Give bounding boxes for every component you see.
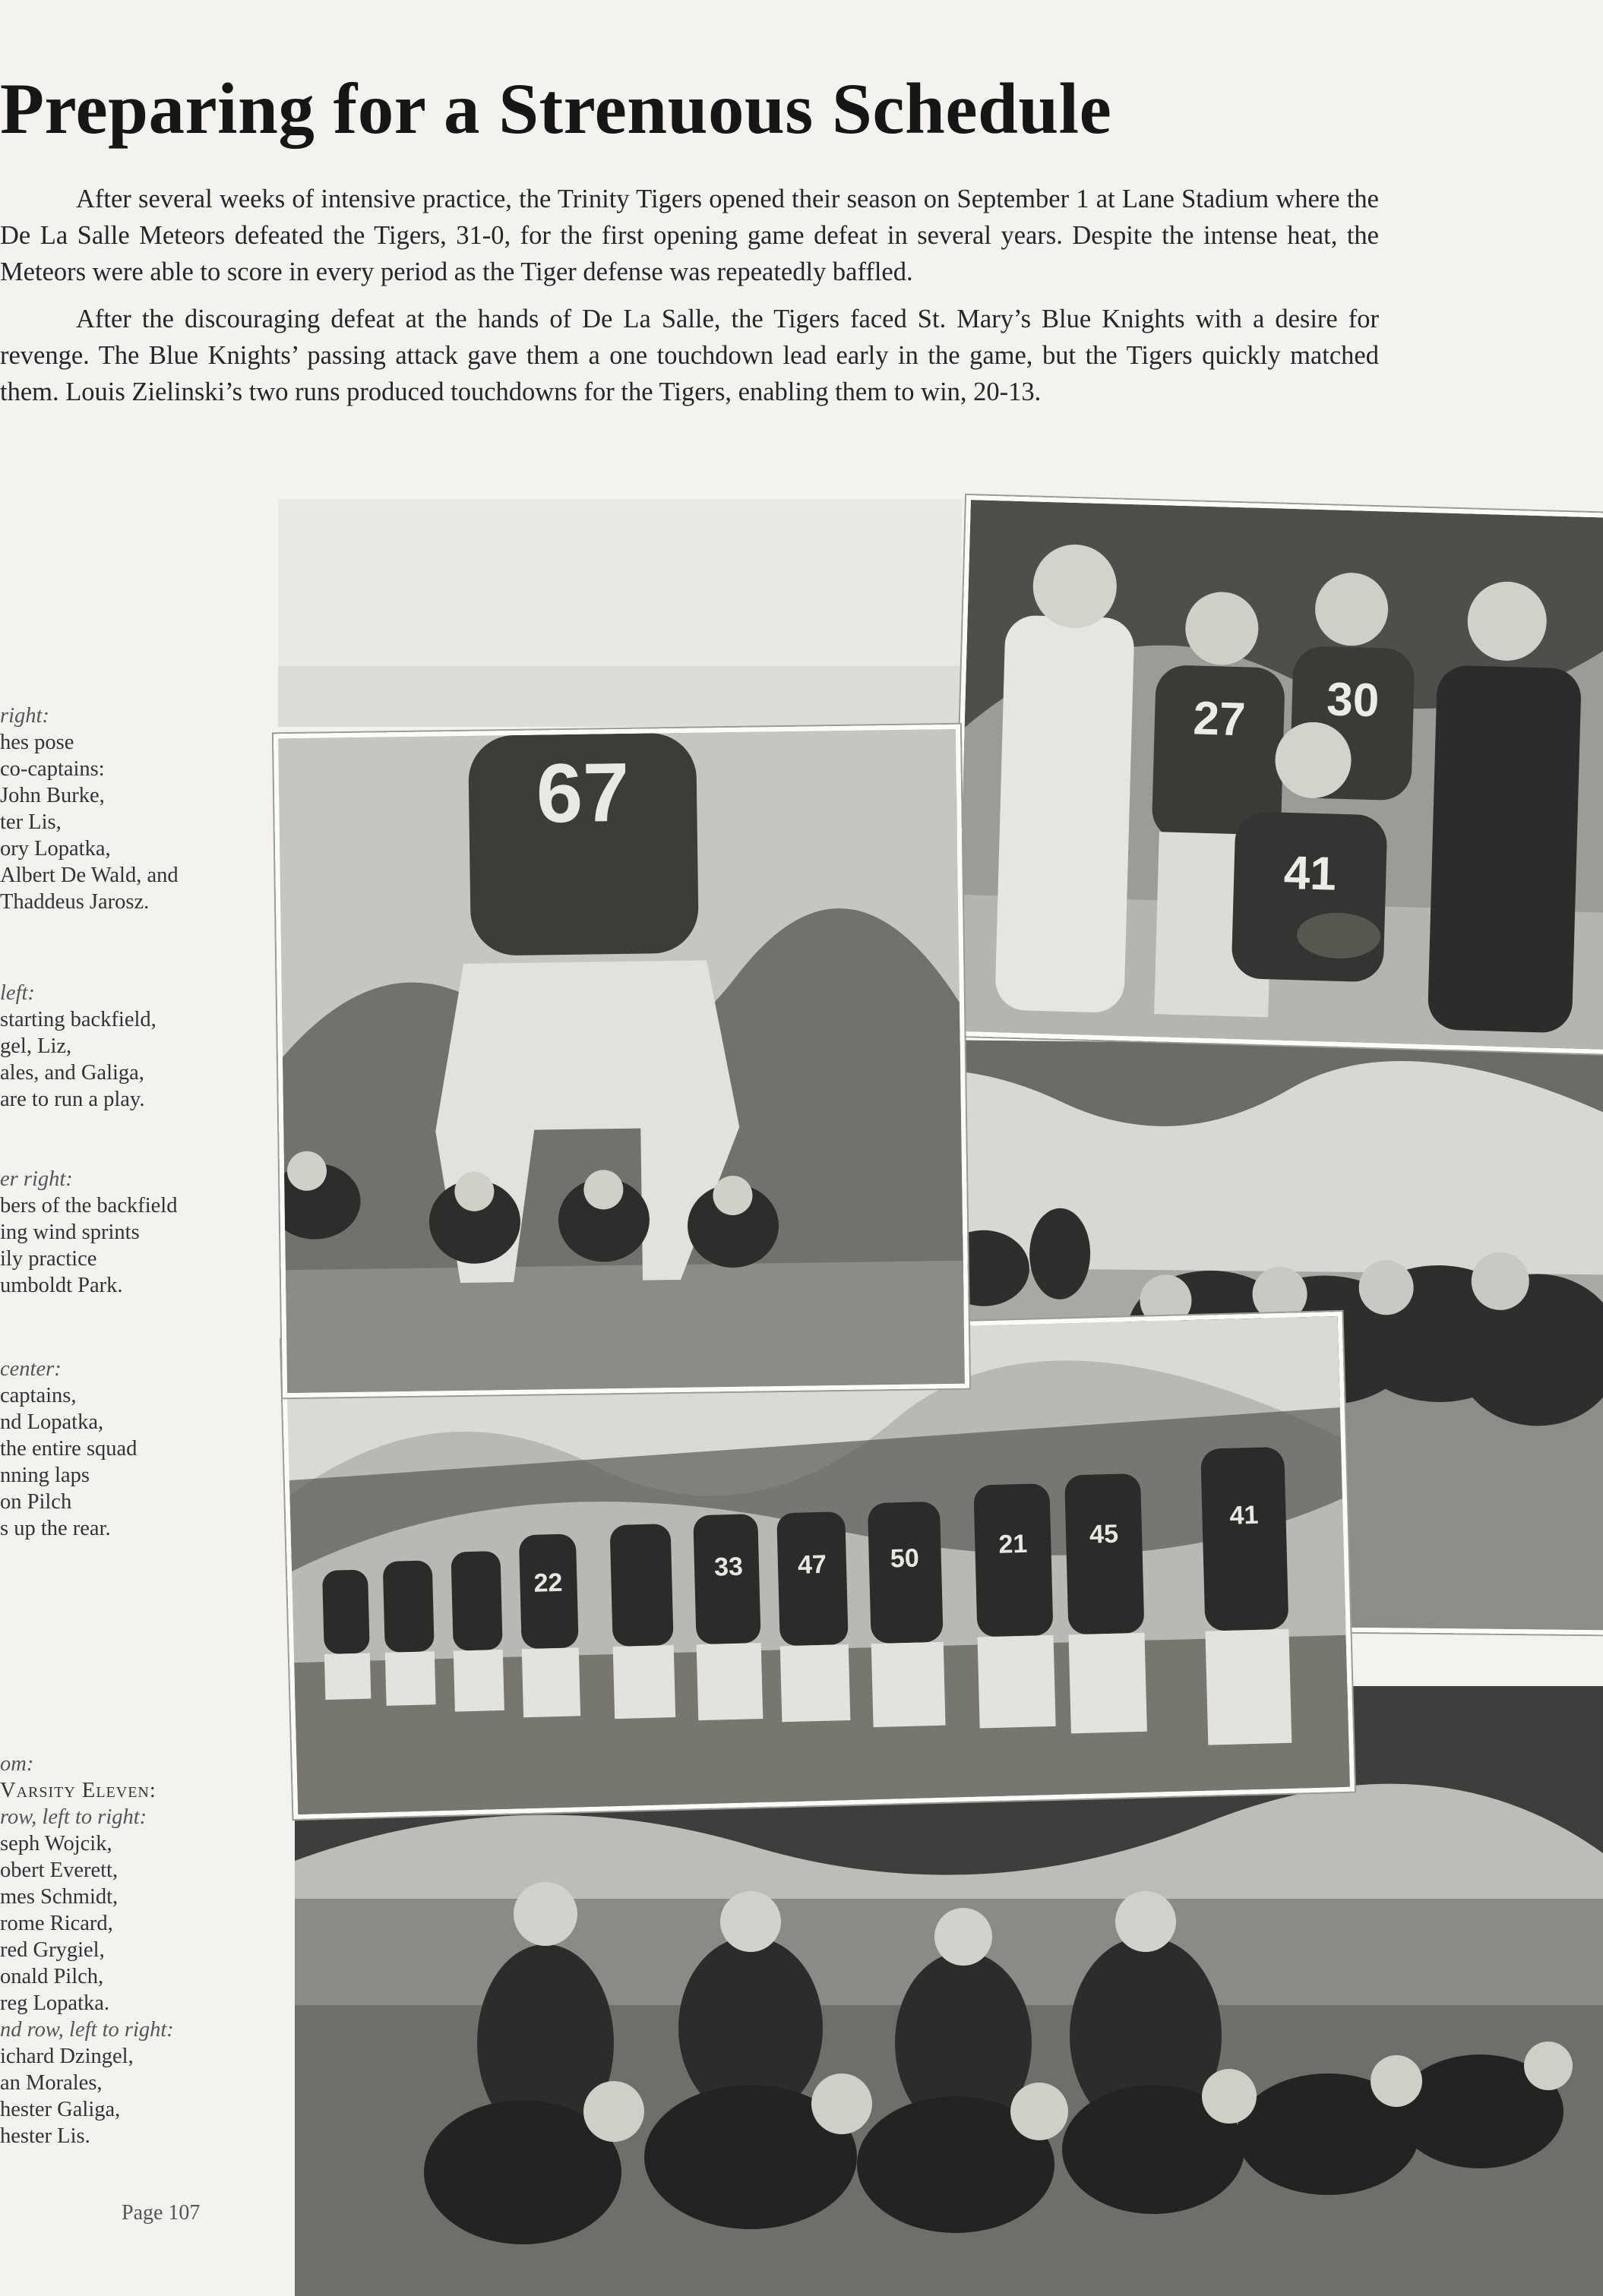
caption-line: bers of the backfield	[0, 1194, 178, 1217]
page-title: Preparing for a Strenuous Schedule	[0, 68, 1112, 149]
jersey-number: 27	[1192, 692, 1247, 747]
caption-line: captains,	[0, 1384, 77, 1407]
caption-line: onald Pilch,	[0, 1965, 104, 1988]
caption-line: seph Wojcik,	[0, 1832, 112, 1855]
caption-line: s up the rear.	[0, 1517, 111, 1540]
caption-line: obert Everett,	[0, 1859, 119, 1882]
caption-line: ily practice	[0, 1247, 97, 1271]
caption-line: gel, Liz,	[0, 1034, 72, 1058]
caption-line: on Pilch	[0, 1490, 72, 1514]
caption-line: Albert De Wald, and	[0, 864, 179, 887]
caption-line: om:	[0, 1752, 34, 1776]
caption-line: red Grygiel,	[0, 1938, 105, 1962]
caption-line: er right:	[0, 1167, 73, 1191]
caption-line: nd row, left to right:	[0, 2018, 174, 2042]
caption-line: starting backfield,	[0, 1008, 157, 1031]
caption-line: Varsity Eleven:	[0, 1779, 157, 1802]
caption-line: center:	[0, 1357, 62, 1381]
caption-line: ter Lis,	[0, 810, 62, 834]
jersey-number: 50	[890, 1543, 920, 1574]
jersey-number: 41	[1282, 846, 1337, 901]
coaches-captains-photo	[951, 495, 1603, 1054]
caption-line: hester Galiga,	[0, 2098, 121, 2121]
jersey-number: 21	[998, 1529, 1028, 1559]
caption-line: hester Lis.	[0, 2124, 90, 2148]
caption-line: ory Lopatka,	[0, 837, 111, 861]
caption-line: ales, and Galiga,	[0, 1061, 144, 1085]
caption-coaches	[0, 703, 251, 915]
caption-line: mes Schmidt,	[0, 1885, 119, 1909]
caption-line: Thaddeus Jarosz.	[0, 890, 150, 914]
jersey-number: 67	[536, 745, 631, 841]
caption-line: nning laps	[0, 1464, 90, 1487]
sky-photo	[278, 499, 962, 727]
jersey-number: 41	[1229, 1500, 1259, 1530]
caption-line: row, left to right:	[0, 1805, 147, 1829]
jersey-number: 45	[1089, 1519, 1119, 1549]
jersey-number: 47	[797, 1549, 827, 1580]
intro-text	[0, 181, 1379, 421]
caption-line: John Burke,	[0, 784, 105, 807]
caption-line: the entire squad	[0, 1437, 138, 1461]
caption-line: reg Lopatka.	[0, 1991, 110, 2015]
paragraph: After the discouraging defeat at the hands of De La Salle, the Tigers faced St. Mary’s Blue Knights with a desire for revenge. The Blue Knights’ passing attack gave them a one touchdown lead early in the game, but the Tigers quickly matched them. Louis Zielinski’s two runs produced touchdowns for the Tigers, enabling them to win, 20-13.	[0, 305, 1379, 406]
jersey-number: 33	[713, 1552, 744, 1582]
caption-line: left:	[0, 981, 35, 1005]
caption-line: co-captains:	[0, 757, 105, 781]
caption-line: right:	[0, 704, 49, 728]
caption-backfield	[0, 980, 251, 1113]
caption-varsity	[0, 1751, 251, 2149]
caption-sprints	[0, 1166, 251, 1299]
jersey-number: 22	[533, 1568, 563, 1598]
caption-line: rome Ricard,	[0, 1912, 113, 1935]
caption-laps	[0, 1356, 251, 1542]
caption-line: an Morales,	[0, 2071, 103, 2095]
caption-line: are to run a play.	[0, 1088, 145, 1111]
paragraph: After several weeks of intensive practice, the Trinity Tigers opened their season on September 1 at Lane Stadium where the De La Salle Meteors defeated the Tigers, 31-0, for the first opening game defeat in several years. Despite the intense heat, the Meteors were able to score in every period as the Tiger defense was repeatedly baffled.	[0, 185, 1379, 286]
caption-line: ichard Dzingel,	[0, 2045, 134, 2068]
page-number: Page 107	[122, 2201, 201, 2225]
caption-line: nd Lopatka,	[0, 1410, 104, 1434]
backfield-stance-photo	[273, 725, 969, 1398]
jersey-number: 30	[1326, 673, 1380, 728]
caption-line: umboldt Park.	[0, 1274, 123, 1297]
caption-line: hes pose	[0, 731, 74, 754]
caption-line: ing wind sprints	[0, 1221, 140, 1244]
